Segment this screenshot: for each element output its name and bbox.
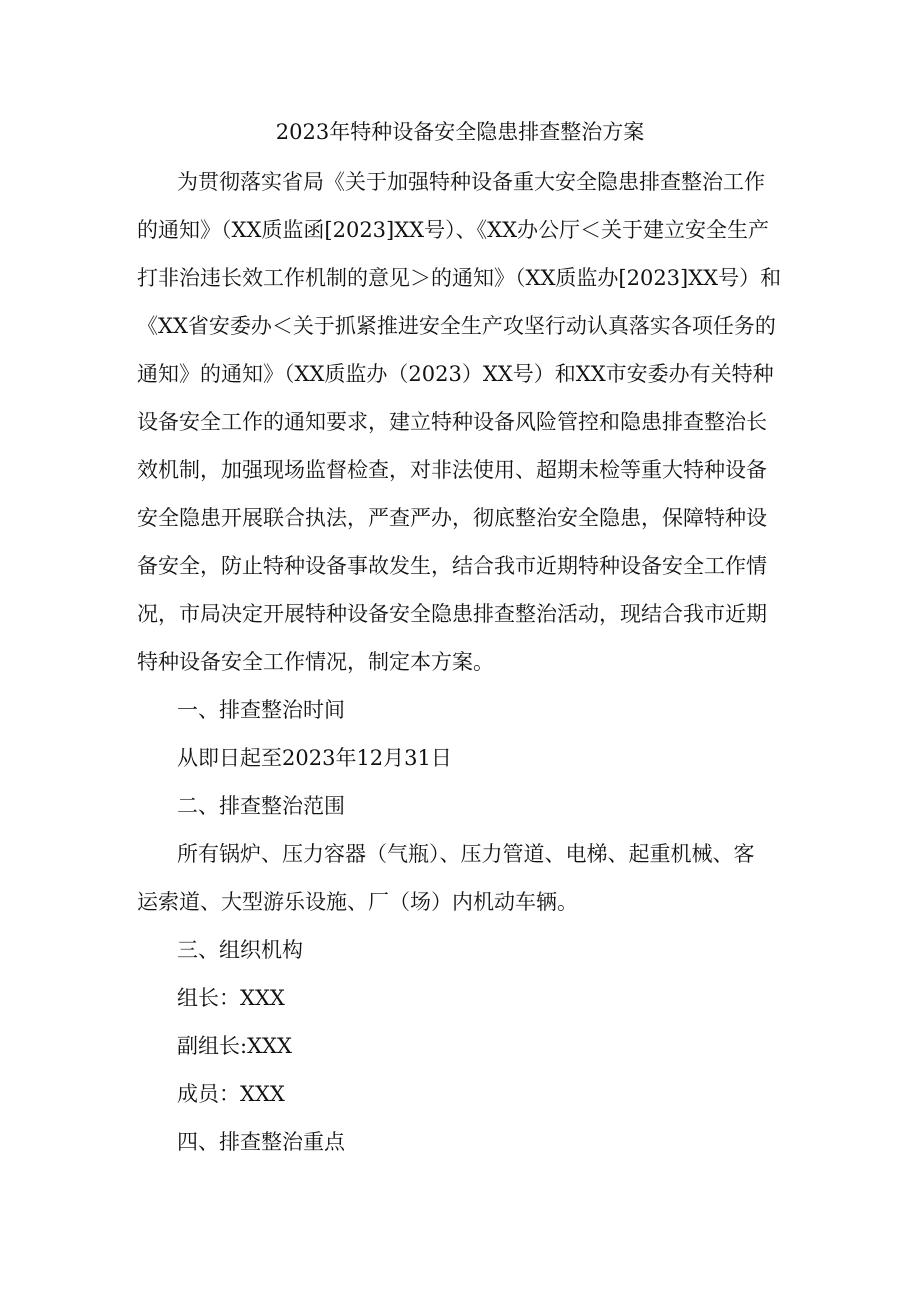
intro-text: 通知》的通知》（XX质监办（2023）XX号）和XX市安委办有关特种 — [137, 362, 774, 386]
intro-text: 特种设备安全工作情况，制定本方案。 — [137, 650, 494, 674]
intro-text: 效机制，加强现场监督检查，对非法使用、超期未检等重大特种设备 — [137, 458, 767, 482]
intro-text: 的通知》（XX质监函[2023]XX号）、《XX办公厅＜关于建立安全生产 — [137, 218, 770, 242]
intro-text: 打非治违长效工作机制的意见＞的通知》（XX质监办[2023]XX号）和 — [137, 266, 782, 290]
section-body-text: 运索道、大型游乐设施、厂（场）内机动车辆。 — [137, 890, 578, 914]
members-text: 成员：XXX — [177, 1082, 285, 1106]
section-body-text: 从即日起至2023年12月31日 — [177, 746, 452, 770]
intro-text: 设备安全工作的通知要求，建立特种设备风险管控和隐患排查整治长 — [137, 410, 767, 434]
document-title: 2023年特种设备安全隐患排查整治方案 — [275, 120, 645, 144]
section-heading-text: 二、排查整治范围 — [177, 794, 345, 818]
section-heading-text: 三、组织机构 — [177, 938, 303, 962]
intro-text: 备安全，防止特种设备事故发生，结合我市近期特种设备安全工作情 — [137, 554, 767, 578]
intro-text: 《XX省安委办＜关于抓紧推进安全生产攻坚行动认真落实各项任务的 — [137, 314, 776, 338]
leader-text: 组长：XXX — [177, 986, 285, 1010]
section-heading-text: 四、排查整治重点 — [177, 1130, 345, 1154]
intro-text: 安全隐患开展联合执法，严查严办，彻底整治安全隐患，保障特种设 — [137, 506, 767, 530]
intro-text: 为贯彻落实省局《关于加强特种设备重大安全隐患排查整治工作 — [177, 170, 765, 194]
deputy-leader-text: 副组长:XXX — [177, 1034, 292, 1058]
section-heading-text: 一、排查整治时间 — [177, 698, 345, 722]
intro-text: 况，市局决定开展特种设备安全隐患排查整治活动，现结合我市近期 — [137, 602, 767, 626]
section-body-text: 所有锅炉、压力容器（气瓶）、压力管道、电梯、起重机械、客 — [177, 842, 755, 866]
